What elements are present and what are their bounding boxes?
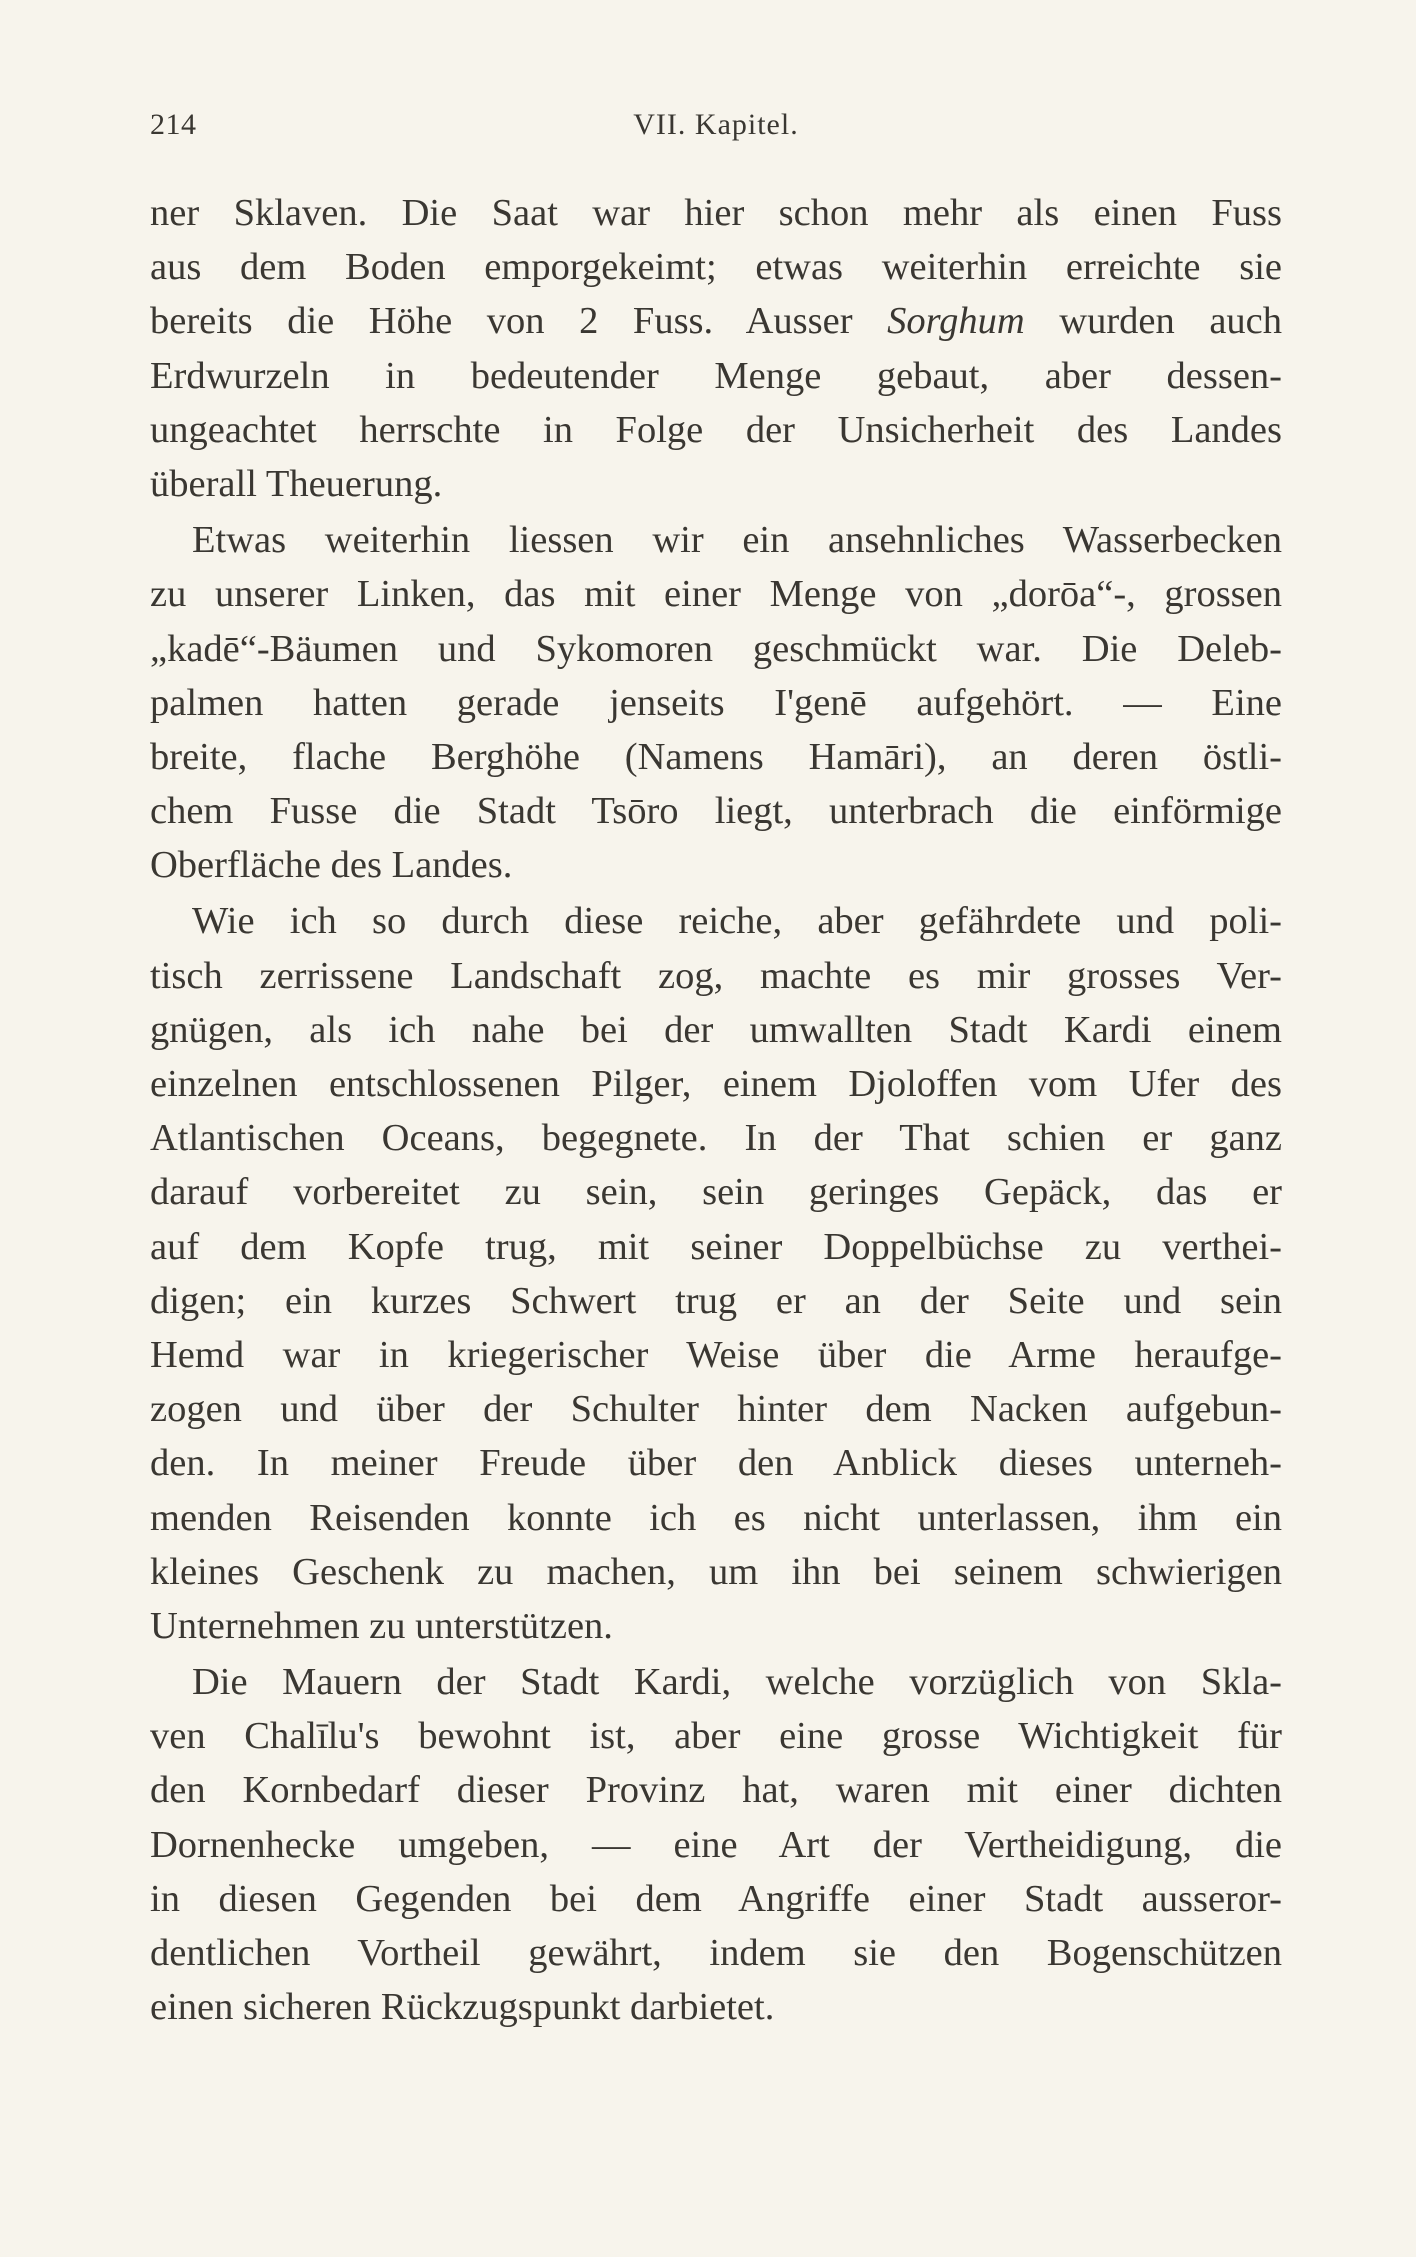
text-line: zogen und über der Schulter hinter dem Nacken aufgebun- xyxy=(150,1388,1282,1431)
text-line: menden Reisenden konnte ich es nicht unterlassen, ihm ein xyxy=(150,1496,1282,1539)
paragraph xyxy=(150,894,1282,1653)
running-head xyxy=(150,108,1282,158)
text-line: darauf vorbereitet zu sein, sein geringes Gepäck, das er xyxy=(150,1171,1282,1214)
text-span: bereits die Höhe von 2 Fuss. Ausser xyxy=(150,300,888,343)
chapter-title: VII. Kapitel. xyxy=(633,108,799,141)
text-line: den Kornbedarf dieser Provinz hat, waren mit einer dichten xyxy=(150,1769,1282,1812)
text-line: ven Chalīlu's bewohnt ist, aber eine grosse Wichtigkeit für xyxy=(150,1715,1282,1758)
text-line: Dornenhecke umgeben, — eine Art der Vertheidigung, die xyxy=(150,1823,1282,1866)
text-line: den. In meiner Freude über den Anblick dieses unterneh- xyxy=(150,1442,1282,1485)
text-line: Oberfläche des Landes. xyxy=(150,844,513,887)
text-line: in diesen Gegenden bei dem Angriffe einer Stadt ausseror- xyxy=(150,1877,1282,1920)
text-span: wurden auch xyxy=(1024,300,1282,343)
text-line: Die Mauern der Stadt Kardi, welche vorzüglich von Skla- xyxy=(192,1661,1282,1704)
text-line: Hemd war in kriegerischer Weise über die Arme heraufge- xyxy=(150,1333,1282,1376)
page-number: 214 xyxy=(150,108,197,141)
text-line xyxy=(150,294,1282,348)
text-line: auf dem Kopfe trug, mit seiner Doppelbüchse zu verthei- xyxy=(150,1225,1282,1268)
text-line: breite, flache Berghöhe (Namens Hamāri), an deren östli- xyxy=(150,735,1282,778)
italic-term: Sorghum xyxy=(887,300,1025,343)
text-line: kleines Geschenk zu machen, um ihn bei seinem schwierigen xyxy=(150,1550,1282,1593)
text-line: einen sicheren Rückzugspunkt darbietet. xyxy=(150,1986,775,2029)
text-line: einzelnen entschlossenen Pilger, einem Djoloffen vom Ufer des xyxy=(150,1063,1282,1105)
text-line: ner Sklaven. Die Saat war hier schon mehr als einen Fuss xyxy=(150,192,1282,234)
text-line: Unternehmen zu unterstützen. xyxy=(150,1604,613,1647)
text-line: dentlichen Vortheil gewährt, indem sie den Bogenschützen xyxy=(150,1932,1282,1974)
text-line: tisch zerrissene Landschaft zog, machte es mir grosses Ver- xyxy=(150,954,1282,997)
text-line: „kadē“-Bäumen und Sykomoren geschmückt war. Die Deleb- xyxy=(150,627,1282,670)
text-line: chem Fusse die Stadt Tsōro liegt, unterbrach die einförmige xyxy=(150,790,1282,833)
body-text xyxy=(150,186,1282,2034)
text-line: palmen hatten gerade jenseits I'genē aufgehört. — Eine xyxy=(150,681,1282,724)
text-line: digen; ein kurzes Schwert trug er an der Seite und sein xyxy=(150,1279,1282,1322)
text-line: gnügen, als ich nahe bei der umwallten Stadt Kardi einem xyxy=(150,1008,1282,1051)
paragraph xyxy=(150,513,1282,892)
text-line: Etwas weiterhin liessen wir ein ansehnliches Wasserbecken xyxy=(192,519,1282,562)
text-line: zu unserer Linken, das mit einer Menge von „dorōa“-, grossen xyxy=(150,573,1282,616)
text-line: Atlantischen Oceans, begegnete. In der That schien er ganz xyxy=(150,1117,1282,1160)
text-line: Wie ich so durch diese reiche, aber gefährdete und poli- xyxy=(192,900,1282,943)
text-line: ungeachtet herrschte in Folge der Unsicherheit des Landes xyxy=(150,408,1282,451)
text-line: Erdwurzeln in bedeutender Menge gebaut, aber dessen- xyxy=(150,354,1282,397)
text-line: überall Theuerung. xyxy=(150,462,443,505)
paragraph xyxy=(150,186,1282,511)
paragraph xyxy=(150,1655,1282,2034)
text-line: aus dem Boden emporgekeimt; etwas weiterhin erreichte sie xyxy=(150,246,1282,289)
